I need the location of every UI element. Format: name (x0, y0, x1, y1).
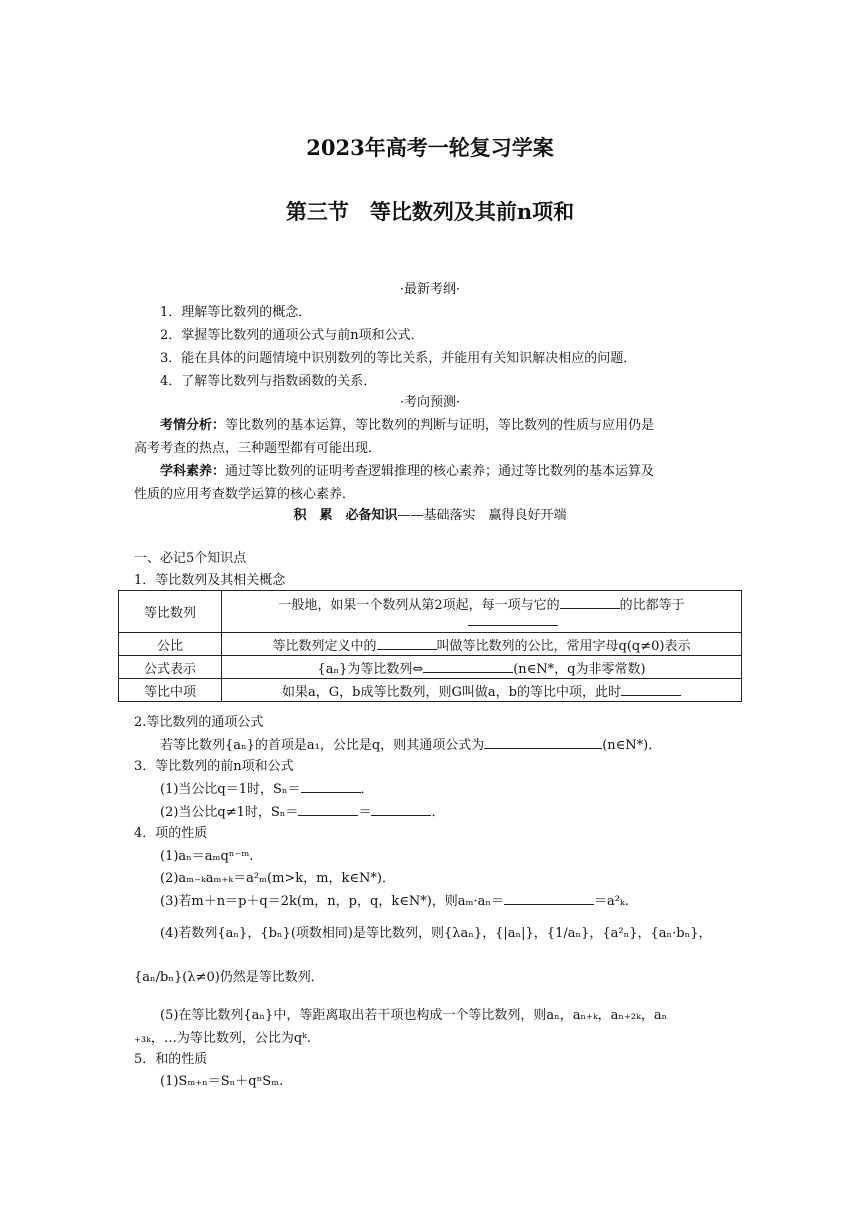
sum-text: ＝ (358, 805, 372, 820)
forecast-heading: ·考向预测· (399, 395, 461, 410)
row-text: {aₙ}为等比数列⇔ (317, 661, 424, 677)
row-text: 一般地，如果一个数列从第2项起，每一项与它的 (278, 597, 560, 613)
analysis-label: 考情分析： (160, 418, 226, 433)
fill-blank (371, 803, 431, 816)
table-row (119, 679, 742, 702)
row-text: 叫做等比数列的公比，常用字母q(q≠0)表示 (436, 638, 691, 654)
part-heading: 一、必记5个知识点 (134, 551, 247, 566)
property-4-cont: {aₙ/bₙ}(λ≠0)仍然是等比数列． (134, 970, 324, 985)
sum-property-1: (1)Sₘ₊ₙ＝Sₙ＋qⁿSₘ. (160, 1074, 284, 1089)
sum-text: ． (360, 782, 374, 797)
row-label: 等比数列 (119, 591, 222, 633)
row-content (222, 656, 742, 679)
fill-blank (423, 660, 513, 673)
literacy-text: 通过等比数列的证明考查逻辑推理的核心素养；通过等比数列的基本运算及 (225, 464, 655, 479)
property-text: (3)若m＋n＝p＋q＝2k(m，n，p，q，k∈N*)，则aₘ·aₙ＝ (160, 894, 504, 909)
section-banner (0, 504, 860, 523)
fill-blank (621, 683, 681, 696)
analysis-text: 等比数列的基本运算，等比数列的判断与证明，等比数列的性质与应用仍是 (225, 418, 655, 433)
row-text: 如果a，G，b成等比数列，则G叫做a，b的等比中项，此时 (282, 684, 621, 700)
analysis-line-2: 高考考查的热点，三种题型都有可能出现． (134, 441, 382, 456)
subheading-general-term: 2.等比数列的通项公式 (134, 715, 264, 730)
row-text: 等比数列定义中的 (272, 638, 377, 654)
fill-blank (377, 637, 437, 650)
general-term-text: 若等比数列{aₙ}的首项是a₁，公比是q，则其通项公式为 (160, 738, 485, 753)
property-4: (4)若数列{aₙ}，{bₙ}(项数相同)是等比数列，则{λaₙ}，{|aₙ|}，{1/aₙ}，{a²ₙ}，{aₙ·bₙ}， (160, 926, 712, 941)
property-2: (2)aₘ₋ₖaₘ₊ₖ＝a²ₘ(m>k，m，k∈N*)． (160, 871, 395, 886)
syllabus-item: 1．理解等比数列的概念． (160, 305, 312, 320)
sum-line-2 (160, 801, 444, 820)
property-1: (1)aₙ＝aₘqⁿ⁻ᵐ. (160, 849, 254, 864)
general-term-line (160, 734, 661, 753)
row-content (222, 591, 742, 633)
subheading-concepts: 1．等比数列及其相关概念 (134, 573, 286, 588)
property-text: ＝a²ₖ. (594, 894, 629, 909)
property-5: (5)在等比数列{aₙ}中，等距离取出若干项也构成一个等比数列，则aₙ，aₙ₊ₖ，aₙ₊₂ₖ，aₙ (160, 1008, 668, 1023)
literacy-label: 学科素养： (160, 464, 226, 479)
table-row (119, 591, 742, 633)
table-row (119, 656, 742, 679)
fill-blank (504, 892, 594, 905)
table-row (119, 633, 742, 656)
row-content (222, 633, 742, 656)
syllabus-item: 2．掌握等比数列的通项公式与前n项和公式． (160, 328, 424, 343)
syllabus-item: 4．了解等比数列与指数函数的关系． (160, 374, 377, 389)
literacy-line-1 (160, 460, 654, 479)
analysis-line-1 (160, 414, 654, 433)
fill-blank (298, 803, 358, 816)
row-label: 公式表示 (119, 656, 222, 679)
fill-blank (468, 613, 558, 626)
row-text: 的比都等于 (619, 597, 685, 613)
row-content (222, 679, 742, 702)
banner-normal: ——基础落实 赢得良好开端 (397, 508, 567, 523)
document-title: 2023年高考一轮复习学案 (306, 135, 554, 160)
row-label: 等比中项 (119, 679, 222, 702)
property-5-cont: ₊₃ₖ，…为等比数列，公比为qᵏ. (134, 1031, 312, 1046)
fill-blank (301, 780, 361, 793)
property-3 (160, 890, 629, 909)
sum-text: ． (431, 805, 445, 820)
general-term-domain: (n∈N*)． (602, 738, 662, 753)
banner-bold: 积 累 必备知识 (293, 508, 398, 523)
concept-table (118, 590, 742, 702)
fill-blank (484, 736, 602, 749)
subheading-sum-properties: 5．和的性质 (134, 1052, 208, 1067)
sum-text: (1)当公比q＝1时，Sₙ＝ (160, 782, 301, 797)
section-title: 第三节 等比数列及其前n项和 (285, 199, 575, 224)
syllabus-heading: ·最新考纲· (399, 282, 461, 297)
row-text: (n∈N*，q为非零常数) (513, 661, 646, 677)
literacy-line-2: 性质的应用考查数学运算的核心素养． (134, 487, 356, 502)
subheading-sum: 3．等比数列的前n项和公式 (134, 759, 294, 774)
sum-text: (2)当公比q≠1时，Sₙ＝ (160, 805, 299, 820)
subheading-term-properties: 4．项的性质 (134, 826, 208, 841)
sum-line-1 (160, 778, 374, 797)
row-label: 公比 (119, 633, 222, 656)
syllabus-item: 3．能在具体的问题情境中识别数列的等比关系，并能用有关知识解决相应的问题． (160, 351, 637, 366)
fill-blank (560, 596, 620, 609)
